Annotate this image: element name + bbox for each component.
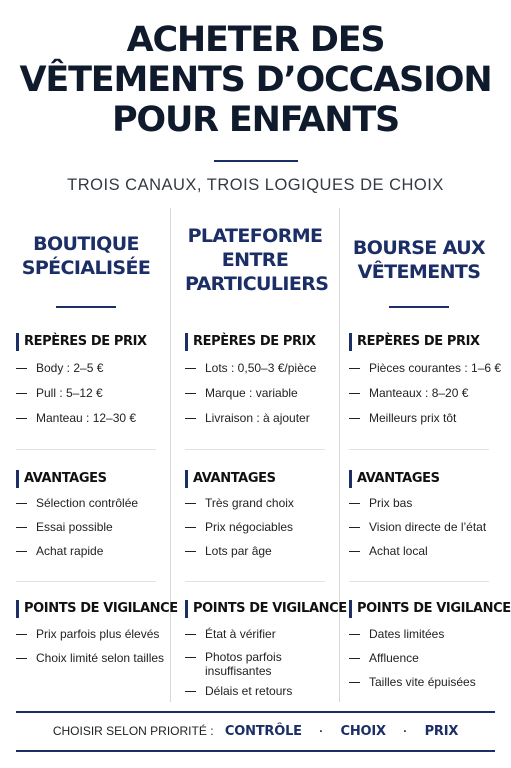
list-item: Photos parfois: [185, 650, 335, 664]
footer-top-rule: [16, 711, 495, 713]
list-item: Essai possible: [16, 520, 166, 534]
title-divider: [214, 160, 298, 162]
list-item: Achat local: [349, 544, 499, 558]
column-title: [349, 236, 489, 284]
page-title: [16, 20, 496, 140]
section-separator: [349, 449, 489, 450]
title-line-3: POUR ENFANTS: [111, 100, 400, 140]
header: [0, 0, 511, 195]
column-title-line: PARTICULIERS: [185, 273, 329, 295]
section-heading: REPÈRES DE PRIX: [349, 333, 499, 351]
section-heading: REPÈRES DE PRIX: [185, 333, 335, 351]
priority-controle: CONTRÔLE: [224, 724, 302, 739]
list-item: État à vérifier: [185, 627, 335, 641]
list-item: Manteau : 12–30 €: [16, 411, 166, 425]
column-title-line: PLATEFORME: [187, 225, 323, 247]
separator-dot: ·: [319, 724, 324, 738]
section-separator: [349, 581, 489, 582]
section-separator: [16, 449, 156, 450]
list-item-continuation: insuffisantes: [205, 664, 272, 678]
column-title-line: SPÉCIALISÉE: [21, 257, 151, 279]
section-vigilance: [185, 600, 347, 698]
list-item: Pièces courantes : 1–6 €: [349, 361, 499, 375]
section-heading: REPÈRES DE PRIX: [16, 333, 166, 351]
list-item: Tailles vite épuisées: [349, 675, 499, 689]
page-subtitle: TROIS CANAUX, TROIS LOGIQUES DE CHOIX: [67, 176, 444, 194]
column-divider: [56, 306, 116, 308]
list-item: Meilleurs prix tôt: [349, 411, 499, 425]
section-avantages: [185, 470, 335, 558]
section-avantages: [16, 470, 166, 558]
title-line-2: VÊTEMENTS D’OCCASION: [19, 60, 492, 100]
list-item: Livraison : à ajouter: [185, 411, 335, 425]
list-item: Prix parfois plus élevés: [16, 627, 166, 641]
priority-choix: CHOIX: [340, 724, 386, 739]
section-avantages: [349, 470, 499, 558]
list-item: Pull : 5–12 €: [16, 386, 166, 400]
section-vigilance: [16, 600, 178, 665]
list-item: Sélection contrôlée: [16, 496, 166, 510]
footer-bottom-rule: [16, 750, 495, 752]
section-heading: AVANTAGES: [349, 470, 499, 488]
column-boutique: [16, 208, 178, 702]
section-prix: [185, 333, 335, 425]
column-title-line: ENTRE: [221, 249, 289, 271]
section-separator: [185, 449, 325, 450]
section-prix: [349, 333, 502, 425]
section-prix: [16, 333, 166, 425]
list-item: Lots : 0,50–3 €/pièce: [185, 361, 335, 375]
section-separator: [185, 581, 325, 582]
section-vigilance: [349, 600, 511, 689]
title-line-1: ACHETER DES: [126, 20, 385, 60]
column-divider: [389, 306, 449, 308]
list-item: Dates limitées: [349, 627, 499, 641]
list-item: Prix bas: [349, 496, 499, 510]
footer-label: CHOISIR SELON PRIORITÉ :: [52, 724, 214, 738]
list-item: Vision directe de l’état: [349, 520, 499, 534]
section-heading: AVANTAGES: [16, 470, 166, 488]
priority-prix: PRIX: [424, 724, 459, 739]
list-item: Choix limité selon tailles: [16, 651, 166, 665]
list-item: Très grand choix: [185, 496, 335, 510]
section-separator: [16, 581, 156, 582]
column-title-line: VÊTEMENTS: [357, 261, 481, 283]
list-item: Marque : variable: [185, 386, 335, 400]
column-title: [185, 224, 329, 296]
list-item: Prix négociables: [185, 520, 335, 534]
list-item: Body : 2–5 €: [16, 361, 166, 375]
separator-dot: ·: [403, 724, 408, 738]
column-title: [16, 232, 156, 280]
column-bourse: [349, 208, 511, 702]
section-heading: AVANTAGES: [185, 470, 335, 488]
column-title-line: BOURSE AUX: [352, 237, 486, 259]
channels-grid: [0, 208, 511, 702]
column-plateforme: [185, 208, 347, 702]
section-heading: POINTS DE VIGILANCE: [16, 600, 166, 618]
footer-priorities: [0, 722, 511, 741]
column-title-line: BOUTIQUE: [33, 233, 139, 255]
list-item: Délais et retours: [185, 684, 335, 698]
section-heading: POINTS DE VIGILANCE: [349, 600, 499, 618]
list-item: Achat rapide: [16, 544, 166, 558]
list-item: Lots par âge: [185, 544, 335, 558]
section-heading: POINTS DE VIGILANCE: [185, 600, 335, 618]
list-item: Manteaux : 8–20 €: [349, 386, 499, 400]
list-item: Affluence: [349, 651, 499, 665]
